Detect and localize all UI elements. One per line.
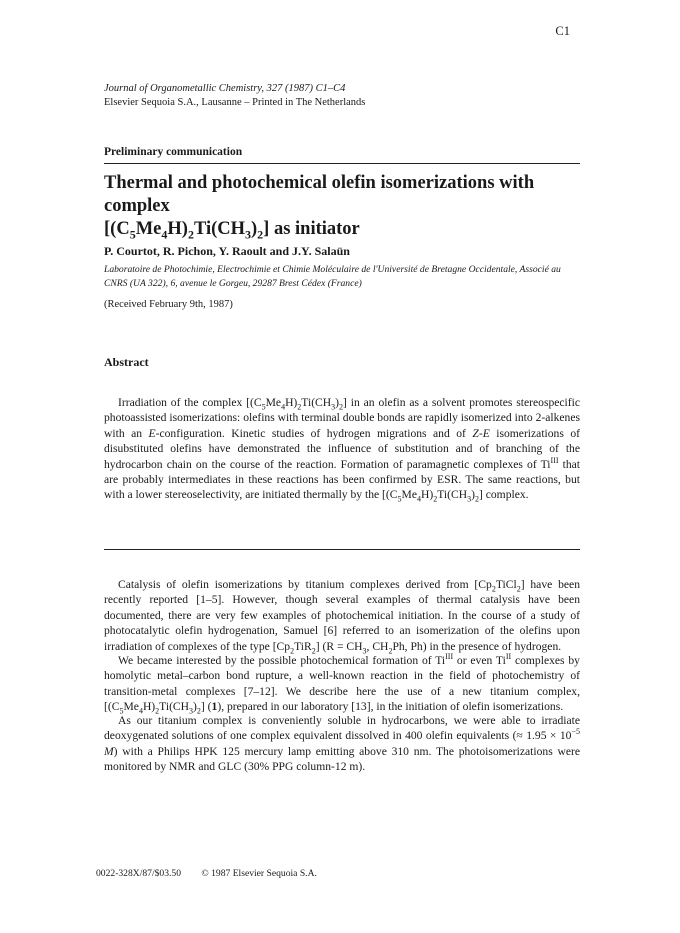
abstract-rule [104, 549, 580, 550]
body-paragraph-1: Catalysis of olefin isomerizations by titanium complexes derived from $[Cp_2TiCl_2]$ have been recently reported [1–5]. However, though several examples of thermal catalysis have been documented, there are very few examples of photochemical initiation. In the course of a study of photocatalytic olefin hydrogenation, Samuel [6] referred to an isomerization of the olefins upon irradiation of complexes of the type $[Cp_2TiR_2] (R = CH_3$, $CH_2Ph$, Ph) in the presence of hydrogen. [104, 578, 580, 655]
paper-title [104, 172, 604, 241]
body-paragraph-3: As our titanium complex is conveniently soluble in hydrocarbons, we were able to irradiate deoxygenated solutions of one complex equivalent dissolved in 400 olefin equivalents (≈ $1.95 \times 10^{-5}$ M) with a Philips HPK 125 mercury lamp emitting above 310 nm. The photoisomerizations were monitored by NMR and GLC (30% PPG column-12 m). [104, 714, 580, 774]
authors: P. Courtot, R. Pichon, Y. Raoult and J.Y. Salaün [104, 244, 350, 258]
title-line-1: Thermal and photochemical olefin isomerizations with complex [104, 173, 535, 216]
section-label: Preliminary communication [104, 146, 243, 158]
title-line-2: $[(C_5Me_4H)_2Ti(CH_3)_2]$ as initiator [104, 219, 360, 242]
footer [96, 868, 335, 879]
abstract-text: Irradiation of the complex $[(C_5Me_4H)_2Ti(CH_3)_2]$ in an olefin as a solvent promotes stereospecific photoassisted isomerizations: olefins with terminal double bonds are rapidly isomerized into 2-alkenes with an E-configuration. Kinetic studies of hydrogen migrations and of Z-E isomerizations of disubstituted olefins have demonstrated the influence of substitution and of branching of the hydrocarbon chain on the course of the reaction. Formation of paramagnetic complexes of $Ti^{III}$ that are probably intermediates in these reactions has been confirmed by ESR. The same reactions, but with a lower stereoselectivity, are initiated thermally by the $[(C_5Me_4H)_2Ti(CH_3)_2]$ complex. [104, 396, 581, 504]
page-number: C1 [555, 24, 570, 38]
affiliation: Laboratoire de Photochimie, Electrochimie et Chimie Moléculaire de l'Université de Bretagne Occidentale, Associé au CNRS (UA 322), 6, avenue le Gorgeu, 29287 Brest Cédex (France) [104, 264, 561, 289]
publisher-line: Elsevier Sequoia S.A., Lausanne – Printed in The Netherlands [104, 97, 366, 108]
received-date: (Received February 9th, 1987) [104, 299, 233, 310]
journal-citation: Journal of Organometallic Chemistry, 327 (1987) C1–C4 [104, 83, 346, 94]
abstract-heading: Abstract [104, 355, 149, 369]
header-rule [104, 163, 580, 164]
footer-code: 0022-328X/87/$03.50 [96, 868, 182, 879]
body-paragraph-2: We became interested by the possible photochemical formation of $Ti^{III}$ or even $Ti^{II}$ complexes by homolytic metal–carbon bond rupture, a well-known reaction in the field of photochemistry of transition-metal complexes [7–12]. We describe here the use of a new titanium complex, $[(C_5Me_4H)_2Ti(CH_3)_2]$ (1), prepared in our laboratory [13], in the initiation of olefin isomerizations. [104, 652, 580, 716]
journal-header [104, 82, 365, 110]
footer-copyright: © 1987 Elsevier Sequoia S.A. [201, 868, 317, 879]
